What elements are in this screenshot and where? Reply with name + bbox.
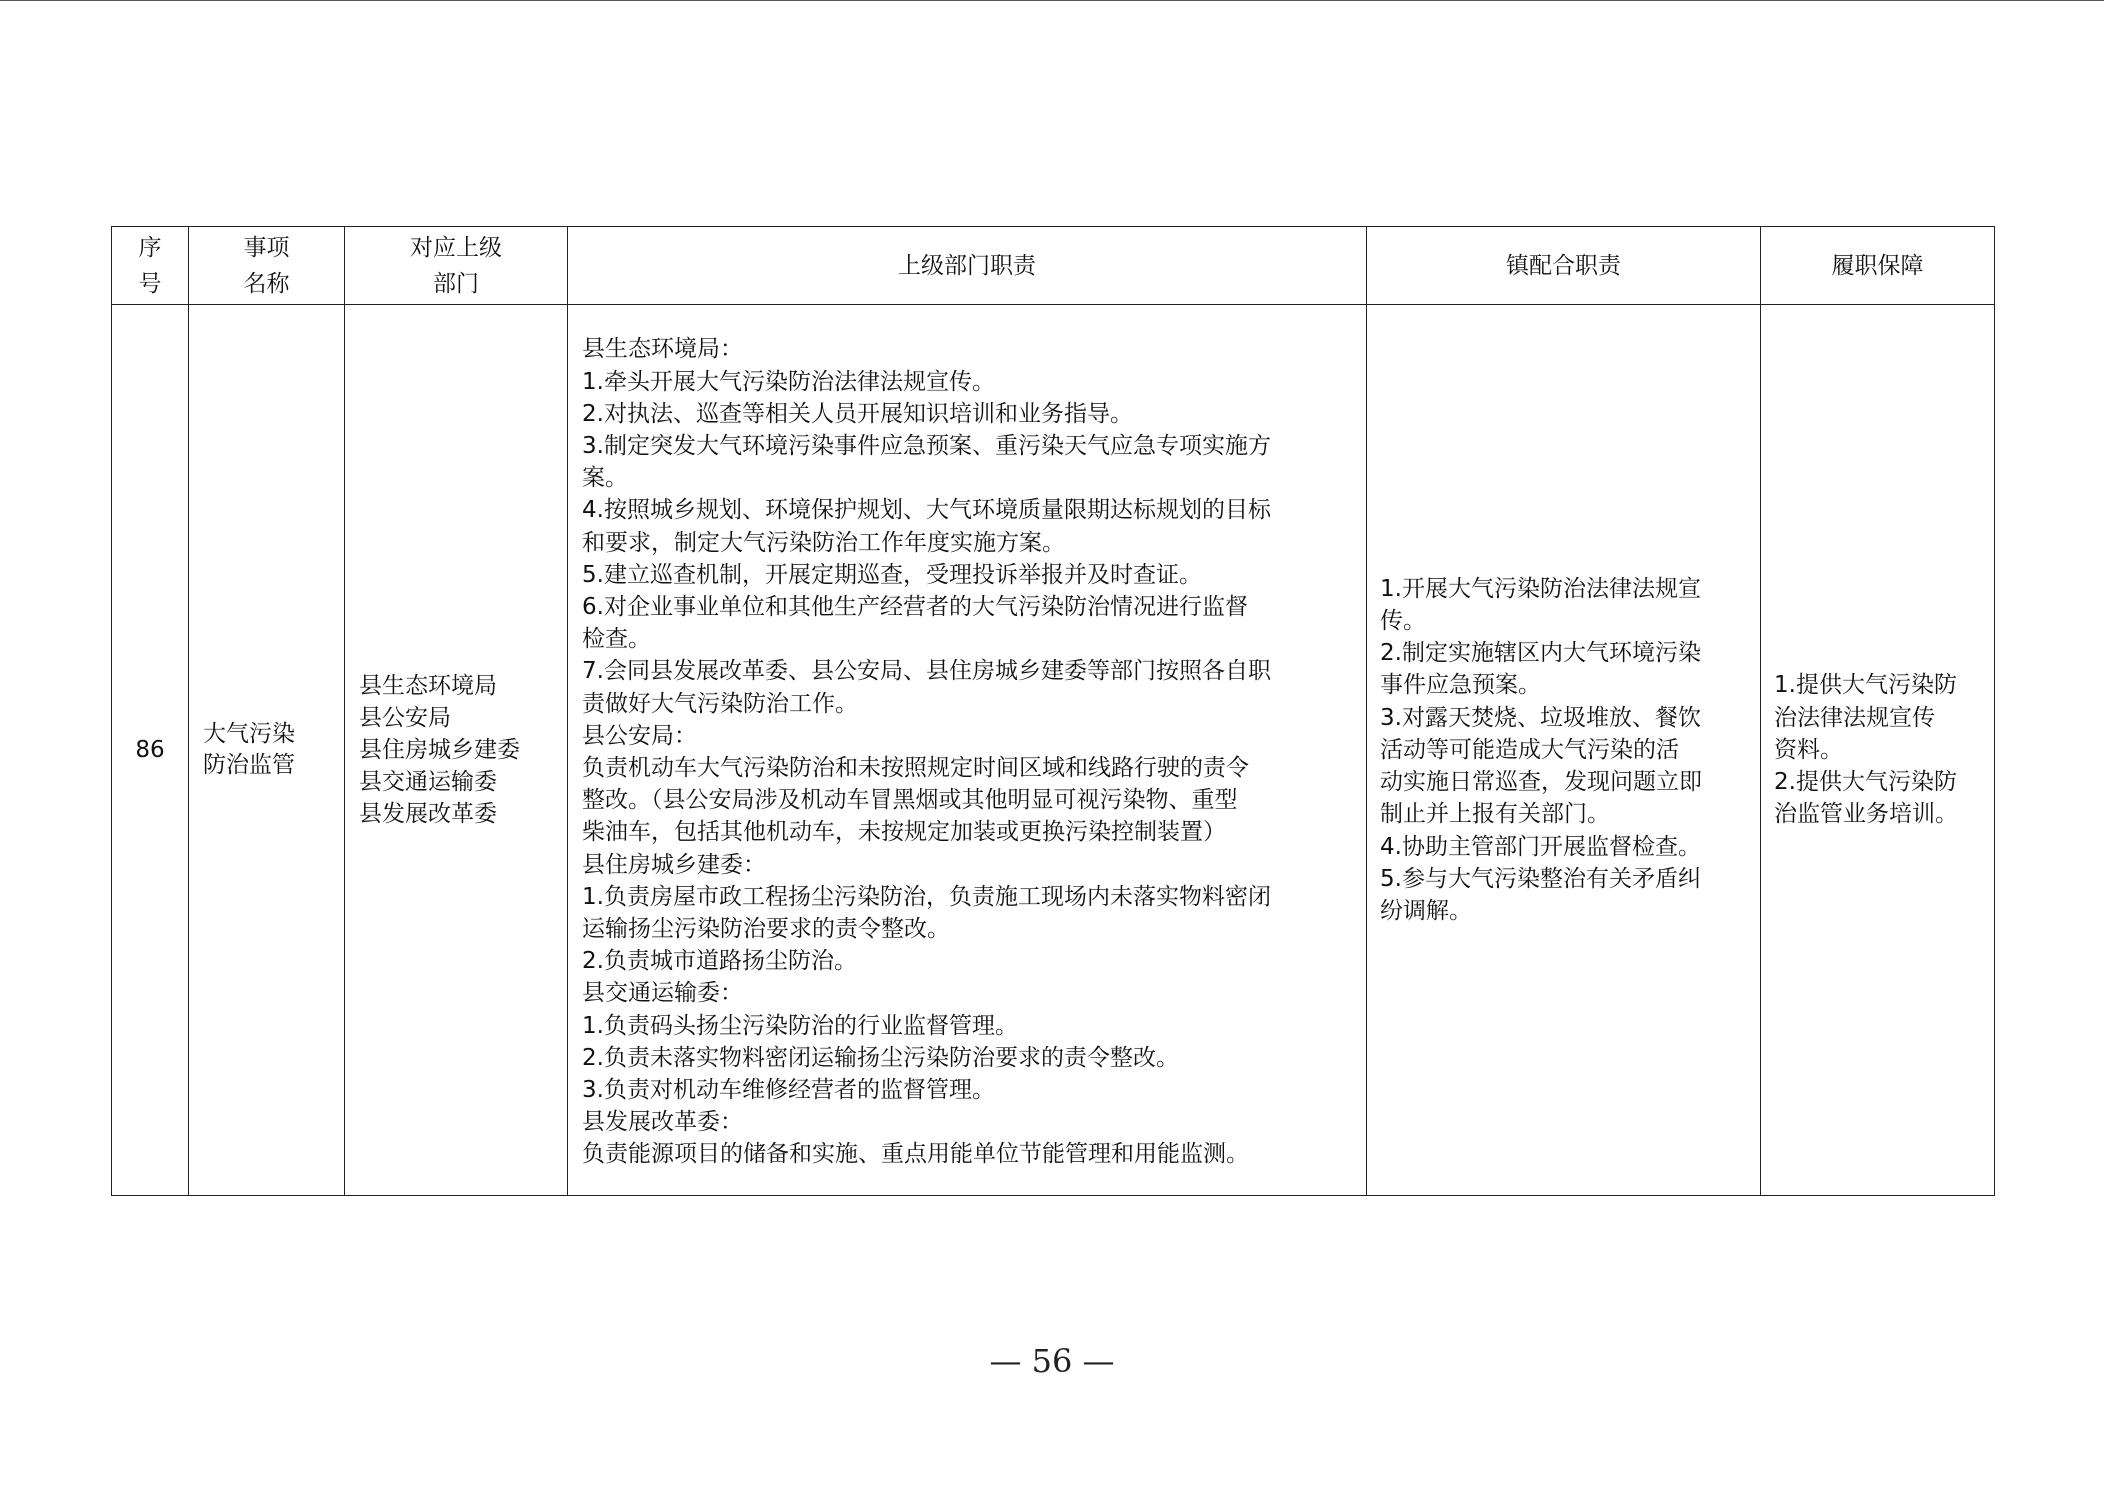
responsibility-table — [111, 226, 1995, 1196]
header-seq: 序 号 — [112, 227, 189, 305]
header-upper-dept: 对应上级 部门 — [345, 227, 568, 305]
table-row — [112, 305, 1995, 1196]
cell-item-name: 大气污染 防治监管 — [189, 305, 345, 1196]
cell-upper-duties: 县生态环境局： 1.牵头开展大气污染防治法律法规宣传。 2.对执法、巡查等相关人员开展知识培训和业务指导。 3.制定突发大气环境污染事件应急预案、重污染天气应急专项实施方 案。 4.按照城乡规划、环境保护规划、大气环境质量限期达标规划的目标 和要求，制定大气污染防治工作年度实施方案。 5.建立巡查机制，开展定期巡查，受理投诉举报并及时查证。 6.对企业事业单位和其他生产经营者的大气污染防治情况进行监督 检查。 7.会同县发展改革委、县公安局、县住房城乡建委等部门按照各自职 责做好大气污染防治工作。 县公安局： 负责机动车大气污染防治和未按照规定时间区域和线路行驶的责令 整改。（县公安局涉及机动车冒黑烟或其他明显可视污染物、重型 柴油车，包括其他机动车，未按规定加装或更换污染控制装置） 县住房城乡建委： 1.负责房屋市政工程扬尘污染防治，负责施工现场内未落实物料密闭 运输扬尘污染防治要求的责令整改。 2.负责城市道路扬尘防治。 县交通运输委： 1.负责码头扬尘污染防治的行业监督管理。 2.负责未落实物料密闭运输扬尘污染防治要求的责令整改。 3.负责对机动车维修经营者的监督管理。 县发展改革委： 负责能源项目的储备和实施、重点用能单位节能管理和用能监测。 — [568, 305, 1367, 1196]
cell-upper-dept: 县生态环境局 县公安局 县住房城乡建委 县交通运输委 县发展改革委 — [345, 305, 568, 1196]
cell-guarantee: 1.提供大气污染防 治法律法规宣传 资料。 2.提供大气污染防 治监管业务培训。 — [1761, 305, 1995, 1196]
header-upper-duties: 上级部门职责 — [568, 227, 1367, 305]
top-border-line — [0, 0, 2104, 1]
header-item-name: 事项 名称 — [189, 227, 345, 305]
header-guarantee: 履职保障 — [1761, 227, 1995, 305]
page-number: — 56 — — [989, 1342, 1115, 1380]
table-header-row — [112, 227, 1995, 305]
header-town-duties: 镇配合职责 — [1367, 227, 1761, 305]
cell-town-duties: 1.开展大气污染防治法律法规宣 传。 2.制定实施辖区内大气环境污染 事件应急预案。 3.对露天焚烧、垃圾堆放、餐饮 活动等可能造成大气污染的活 动实施日常巡查，发现问题立即 制止并上报有关部门。 4.协助主管部门开展监督检查。 5.参与大气污染整治有关矛盾纠 纷调解。 — [1367, 305, 1761, 1196]
cell-seq: 86 — [112, 305, 189, 1196]
